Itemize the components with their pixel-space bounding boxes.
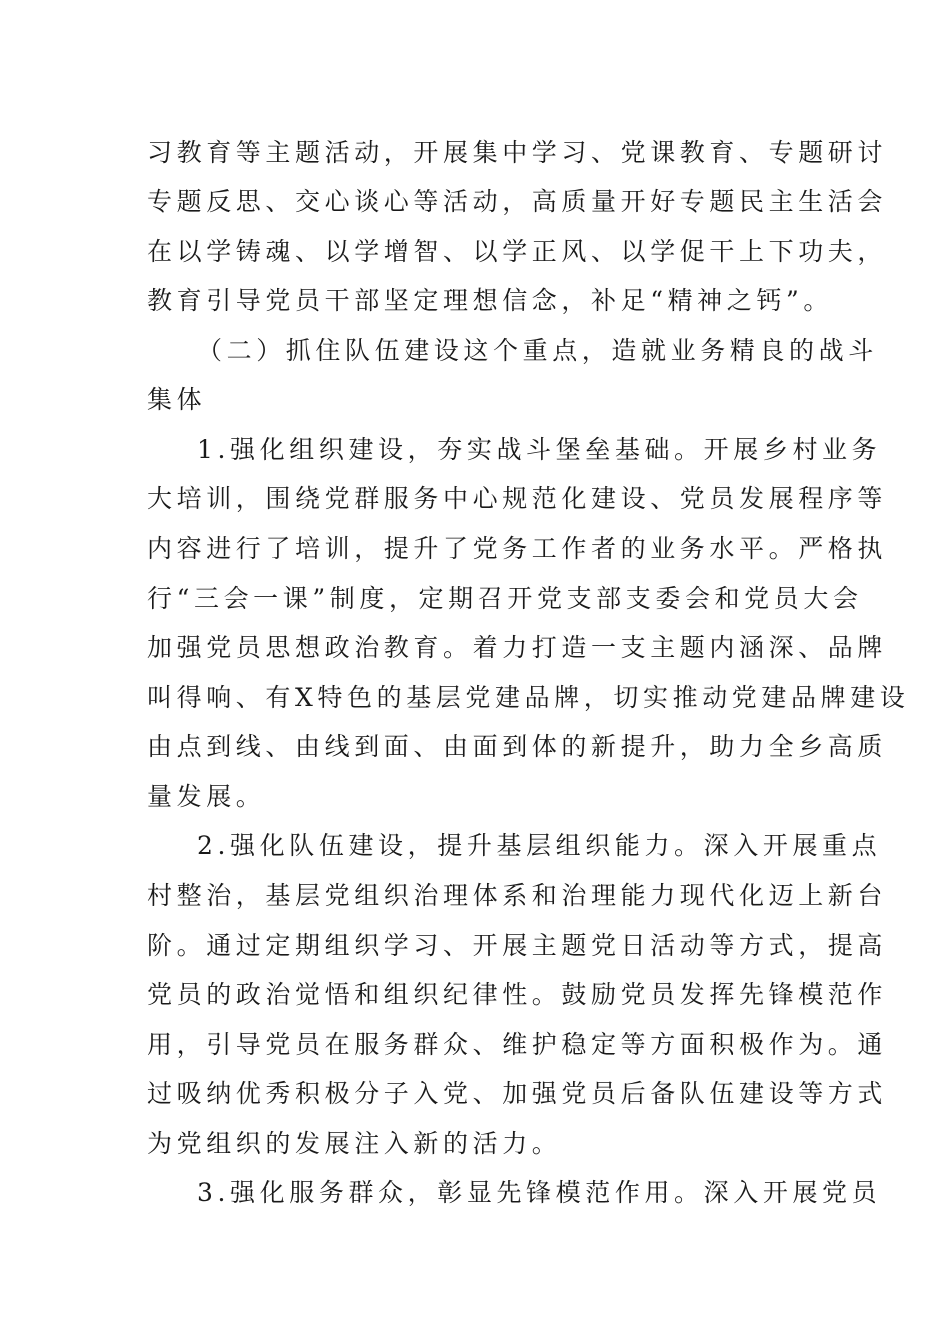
body-text-line: 村整治，基层党组织治理体系和治理能力现代化迈上新台 <box>147 881 888 910</box>
paragraph-3-start: 3.强化服务群众，彰显先锋模范作用。深入开展党员 <box>197 1178 882 1207</box>
body-text-line: 由点到线、由线到面、由面到体的新提升，助力全乡高质 <box>147 732 888 761</box>
section-heading: （二）抓住队伍建设这个重点，造就业务精良的战斗 <box>197 336 878 365</box>
body-text-line: 量发展。 <box>147 782 266 811</box>
body-text-line: 专题反思、交心谈心等活动，高质量开好专题民主生活会 <box>147 187 888 216</box>
body-text-line: 阶。通过定期组织学习、开展主题党日活动等方式，提高 <box>147 931 888 960</box>
body-text-line: 大培训，围绕党群服务中心规范化建设、党员发展程序等 <box>147 484 888 513</box>
body-text-line: 行“三会一课”制度，定期召开党支部支委会和党员大会 <box>147 584 863 613</box>
paragraph-1-start: 1.强化组织建设，夯实战斗堡垒基础。开展乡村业务 <box>197 435 882 464</box>
body-text-line: 用，引导党员在服务群众、维护稳定等方面积极作为。通 <box>147 1030 888 1059</box>
body-text-line: 过吸纳优秀积极分子入党、加强党员后备队伍建设等方式 <box>147 1079 888 1108</box>
body-text-line: 为党组织的发展注入新的活力。 <box>147 1129 562 1158</box>
body-text-line: 内容进行了培训，提升了党务工作者的业务水平。严格执 <box>147 534 888 563</box>
body-text-line: 习教育等主题活动，开展集中学习、党课教育、专题研讨 <box>147 138 888 167</box>
section-heading-continuation: 集体 <box>147 385 207 414</box>
body-text-line: 党员的政治觉悟和组织纪律性。鼓励党员发挥先锋模范作 <box>147 980 888 1009</box>
paragraph-2-start: 2.强化队伍建设，提升基层组织能力。深入开展重点 <box>197 831 882 860</box>
body-text-line: 教育引导党员干部坚定理想信念，补足“精神之钙”。 <box>147 286 833 315</box>
body-text-line: 加强党员思想政治教育。着力打造一支主题内涵深、品牌 <box>147 633 888 662</box>
body-text-line: 叫得响、有X特色的基层党建品牌，切实推动党建品牌建设 <box>147 683 910 712</box>
body-text-line: 在以学铸魂、以学增智、以学正风、以学促干上下功夫， <box>147 237 888 266</box>
